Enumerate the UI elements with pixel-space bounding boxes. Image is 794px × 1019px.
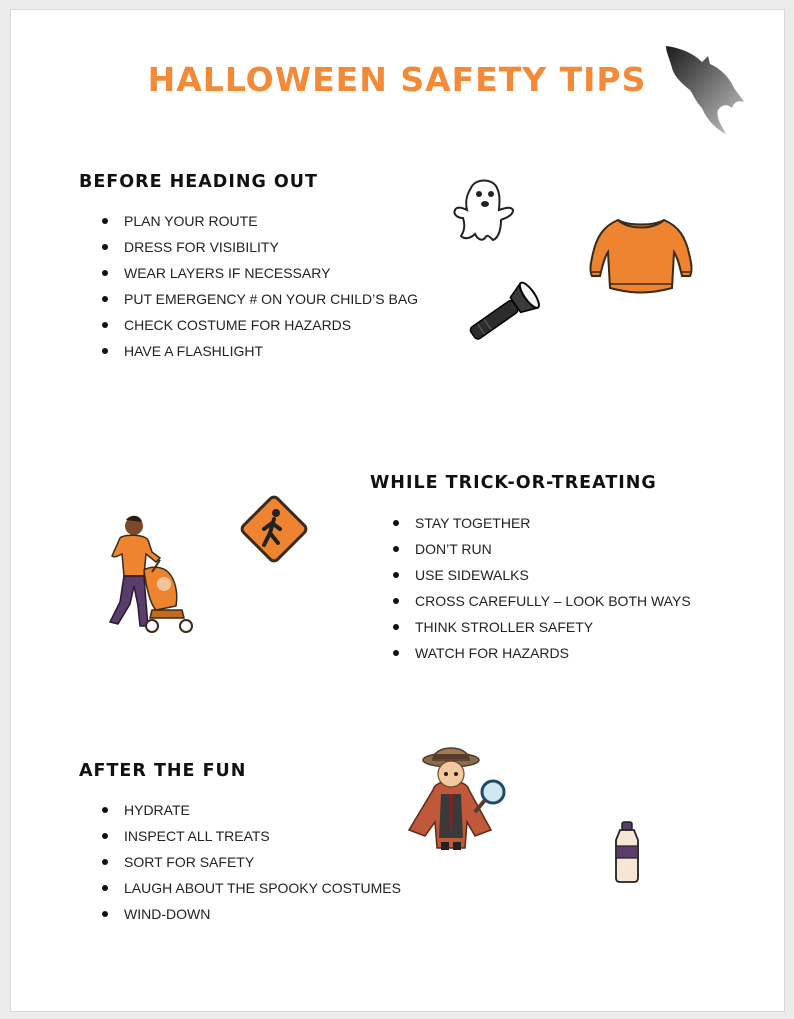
pedestrian-sign-icon bbox=[236, 491, 312, 567]
tips-list-after bbox=[102, 797, 401, 927]
stroller-walker-icon bbox=[100, 514, 202, 636]
tips-list-while bbox=[393, 510, 691, 666]
list-item: CHECK COSTUME FOR HAZARDS bbox=[102, 312, 418, 338]
section-heading-before: BEFORE HEADING OUT bbox=[79, 172, 318, 192]
list-item: CROSS CAREFULLY – LOOK BOTH WAYS bbox=[393, 588, 691, 614]
list-item: SORT FOR SAFETY bbox=[102, 849, 401, 875]
detective-icon bbox=[405, 738, 513, 852]
list-item: HYDRATE bbox=[102, 797, 401, 823]
list-item: WEAR LAYERS IF NECESSARY bbox=[102, 260, 418, 286]
tips-list-before bbox=[102, 208, 418, 364]
section-heading-after: AFTER THE FUN bbox=[79, 761, 247, 781]
list-item: USE SIDEWALKS bbox=[393, 562, 691, 588]
list-item: WATCH FOR HAZARDS bbox=[393, 640, 691, 666]
list-item: STAY TOGETHER bbox=[393, 510, 691, 536]
bat-icon bbox=[660, 42, 746, 138]
list-item: THINK STROLLER SAFETY bbox=[393, 614, 691, 640]
section-heading-while: WHILE TRICK-OR-TREATING bbox=[370, 473, 657, 493]
list-item: INSPECT ALL TREATS bbox=[102, 823, 401, 849]
ghost-icon bbox=[451, 176, 515, 244]
flashlight-icon bbox=[460, 276, 548, 350]
page-title: HALLOWEEN SAFETY TIPS bbox=[147, 60, 647, 99]
list-item: WIND-DOWN bbox=[102, 901, 401, 927]
sweater-icon bbox=[588, 214, 694, 296]
list-item: DON’T RUN bbox=[393, 536, 691, 562]
list-item: PLAN YOUR ROUTE bbox=[102, 208, 418, 234]
list-item: HAVE A FLASHLIGHT bbox=[102, 338, 418, 364]
water-bottle-icon bbox=[612, 820, 642, 884]
list-item: LAUGH ABOUT THE SPOOKY COSTUMES bbox=[102, 875, 401, 901]
list-item: DRESS FOR VISIBILITY bbox=[102, 234, 418, 260]
list-item: PUT EMERGENCY # ON YOUR CHILD’S BAG bbox=[102, 286, 418, 312]
